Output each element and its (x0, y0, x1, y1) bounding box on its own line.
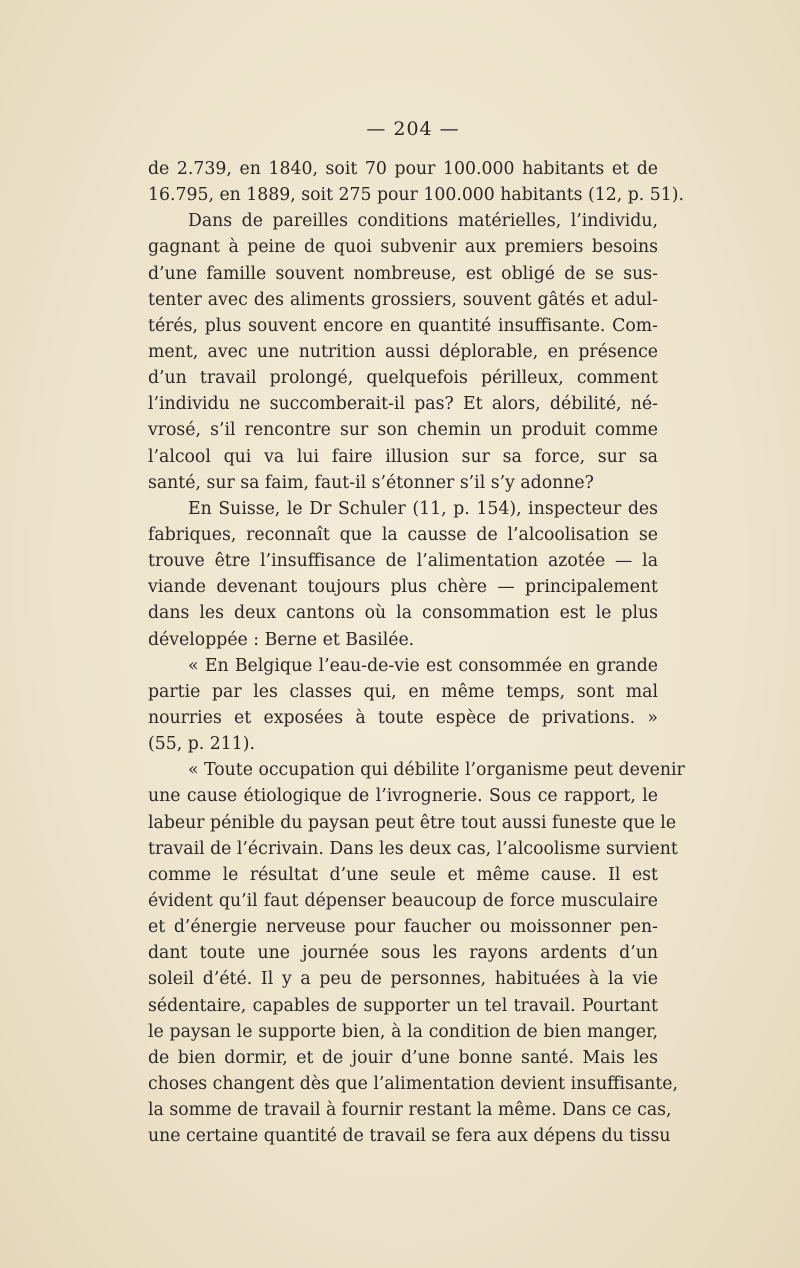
text-line: fabriques, reconnaît que la causse de l’alcoolisation se (148, 524, 658, 545)
text-line: développée : Berne et Basilée. (148, 629, 415, 650)
text-line: térés, plus souvent encore en quantité insuffisante. Com- (148, 315, 658, 336)
text-line: santé, sur sa faim, faut-il s’étonner s’il s’y adonne? (148, 472, 594, 493)
text-line: travail de l’écrivain. Dans les deux cas, l’alcoolisme survient (148, 838, 678, 859)
text-line: 16.795, en 1889, soit 275 pour 100.000 habitants (12, p. 51). (148, 185, 684, 206)
text-line: En Suisse, le Dr Schuler (11, p. 154), inspecteur des (188, 498, 658, 519)
text-line: dans les deux cantons où la consommation est le plus (148, 603, 658, 624)
text-line: sédentaire, capables de supporter un tel travail. Pourtant (148, 995, 658, 1016)
text-line: choses changent dès que l’alimentation devient insuffisante, (148, 1073, 678, 1094)
text-line: nourries et exposées à toute espèce de privations. » (148, 707, 658, 728)
text-line: « En Belgique l’eau-de-vie est consommée en grande (188, 655, 658, 676)
text-line: vrosé, s’il rencontre sur son chemin un produit comme (148, 420, 658, 441)
text-line: viande devenant toujours plus chère — principalement (148, 577, 658, 598)
text-line: le paysan le supporte bien, à la condition de bien manger, (148, 1021, 658, 1042)
text-line: l’alcool qui va lui faire illusion sur sa force, sur sa (148, 446, 658, 467)
text-line: et d’énergie nerveuse pour faucher ou moissonner pen- (148, 917, 658, 938)
body-text (148, 156, 685, 1149)
text-line: comme le résultat d’une seule et même cause. Il est (148, 864, 658, 885)
text-line: l’individu ne succomberait-il pas? Et alors, débilité, né- (148, 394, 658, 415)
text-line: une certaine quantité de travail se fera aux dépens du tissu (148, 1126, 671, 1147)
text-line: une cause étiologique de l’ivrognerie. Sous ce rapport, le (148, 786, 658, 807)
text-line: d’un travail prolongé, quelquefois périlleux, comment (148, 368, 658, 389)
text-line: partie par les classes qui, en même temps, sont mal (148, 681, 658, 702)
text-line: de 2.739, en 1840, soit 70 pour 100.000 habitants et de (148, 159, 658, 179)
text-line: dant toute une journée sous les rayons ardents d’un (148, 943, 658, 964)
text-line: Dans de pareilles conditions matérielles, l’individu, (188, 211, 658, 232)
text-line: gagnant à peine de quoi subvenir aux premiers besoins (148, 237, 658, 258)
text-line: la somme de travail à fournir restant la même. Dans ce cas, (148, 1100, 672, 1121)
page-number: — 204 — (366, 118, 460, 140)
text-line: labeur pénible du paysan peut être tout aussi funeste que le (148, 812, 677, 833)
text-line: de bien dormir, et de jouir d’une bonne santé. Mais les (148, 1047, 658, 1068)
text-line: (55, p. 211). (148, 734, 255, 755)
text-line: ment, avec une nutrition aussi déplorable, en présence (148, 341, 658, 362)
text-line: d’une famille souvent nombreuse, est obligé de se sus- (148, 263, 658, 284)
text-line: tenter avec des aliments grossiers, souvent gâtés et adul- (148, 289, 658, 310)
text-line: trouve être l’insuffisance de l’alimentation azotée — la (148, 551, 658, 572)
text-line: soleil d’été. Il y a peu de personnes, habituées à la vie (148, 969, 658, 990)
text-line: évident qu’il faut dépenser beaucoup de force musculaire (148, 890, 658, 911)
text-line: « Toute occupation qui débilite l’organisme peut devenir (188, 760, 685, 781)
